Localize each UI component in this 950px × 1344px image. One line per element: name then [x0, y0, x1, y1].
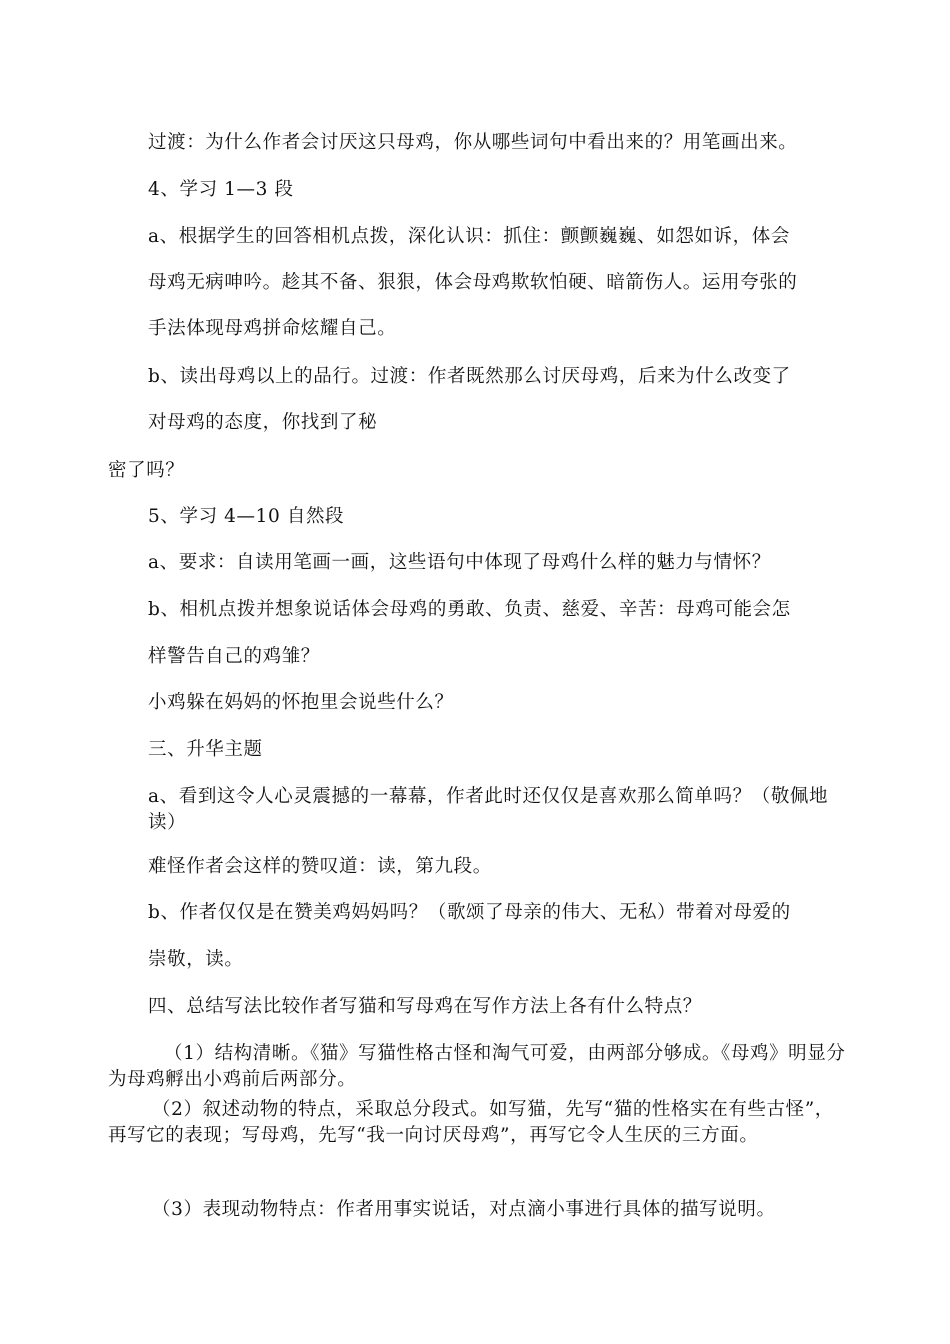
text-line: 手法体现母鸡拼命炫耀自己。 [148, 318, 397, 339]
text-line: 4、学习 1—3 段 [148, 179, 294, 200]
text-line: （3）表现动物特点：作者用事实说话，对点滴小事进行具体的描写说明。 [152, 1199, 776, 1220]
text-line: 对母鸡的态度，你找到了秘 [148, 412, 378, 433]
text-line: 难怪作者会这样的赞叹道：读，第九段。 [148, 856, 492, 877]
text-line: a、根据学生的回答相机点拨，深化认识：抓住：颤颤巍巍、如怨如诉，体会 [148, 226, 790, 247]
text-paragraph: （1）结构清晰。《猫》写猫性格古怪和淘气可爱，由两部分够成。《母鸡》明显分为母鸡孵出小鸡前后两部分。 [108, 1043, 846, 1090]
text-line: a、要求：自读用笔画一画，这些语句中体现了母鸡什么样的魅力与情怀？ [148, 552, 771, 573]
text-line: b、相机点拨并想象说话体会母鸡的勇敢、负责、慈爱、辛苦：母鸡可能会怎 [148, 599, 791, 620]
section-heading: 四、总结写法比较作者写猫和写母鸡在写作方法上各有什么特点？ [148, 996, 702, 1017]
text-line: 崇敬，读。 [148, 949, 244, 970]
text-paragraph: （2）叙述动物的特点，采取总分段式。如写猫，先写“猫的性格实在有些古怪”，再写它的表现；写母鸡，先写“我一向讨厌母鸡”，再写它令人生厌的三方面。 [108, 1099, 834, 1146]
text-line: 小鸡躲在妈妈的怀抱里会说些什么？ [148, 692, 454, 713]
text-paragraph: a、看到这令人心灵震撼的一幕幕，作者此时还仅仅是喜欢那么简单吗？（敬佩地读） [148, 786, 829, 833]
text-line: 密了吗？ [108, 460, 185, 481]
text-line: 样警告自己的鸡雏？ [148, 646, 320, 667]
text-line: b、作者仅仅是在赞美鸡妈妈吗？（歌颂了母亲的伟大、无私）带着对母爱的 [148, 902, 791, 923]
text-line: 母鸡无病呻吟。趁其不备、狠狠，体会母鸡欺软怕硬、暗箭伤人。运用夸张的 [148, 272, 798, 293]
section-heading: 三、升华主题 [148, 739, 263, 760]
text-line: b、读出母鸡以上的品行。过渡：作者既然那么讨厌母鸡，后来为什么改变了 [148, 366, 791, 387]
text-line: 过渡：为什么作者会讨厌这只母鸡，你从哪些词句中看出来的？用笔画出来。 [148, 132, 798, 153]
text-line: 5、学习 4—10 自然段 [148, 506, 345, 527]
